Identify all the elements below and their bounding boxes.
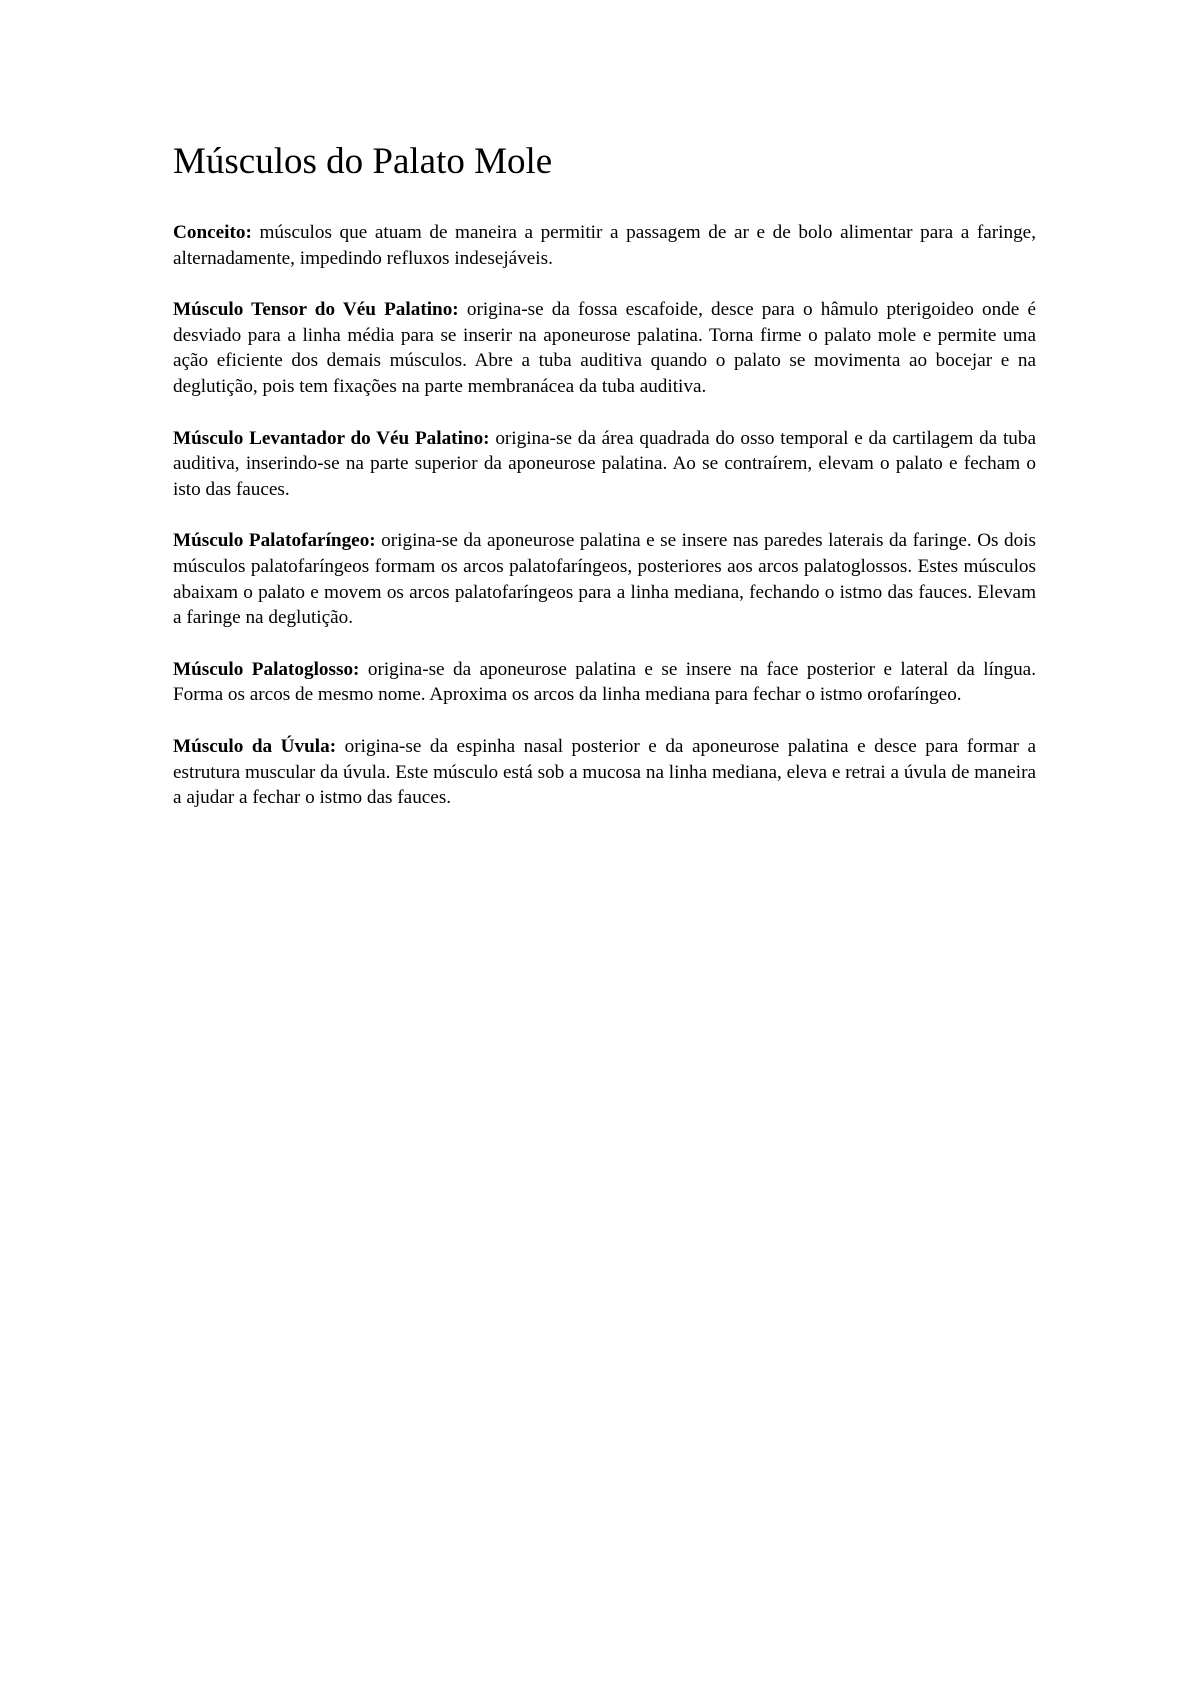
paragraph-tensor-veu-palatino	[173, 297, 1036, 399]
paragraph-term: Músculo Tensor do Véu Palatino:	[173, 299, 459, 321]
paragraph-term: Músculo Levantador do Véu Palatino:	[173, 427, 490, 449]
paragraph-palatoglosso	[173, 657, 1036, 708]
paragraph-text: origina-se da aponeurose palatina e se insere na face posterior e lateral da língua. Forma os arcos de mesmo nome. Aproxima os arcos da linha mediana para fechar o istmo orofaríngeo.	[173, 658, 1036, 706]
paragraph-text: origina-se da área quadrada do osso temporal e da cartilagem da tuba auditiva, inserindo-se na parte superior da aponeurose palatina. Ao se contraírem, elevam o palato e fecham o isto das fauces.	[173, 427, 1036, 500]
paragraph-term: Músculo Palatofaríngeo:	[173, 530, 376, 552]
paragraph-text: origina-se da aponeurose palatina e se insere nas paredes laterais da faringe. Os dois músculos palatofaríngeos formam os arcos palatofaríngeos, posteriores aos arcos palatoglossos. Estes músculos abaixam o palato e movem os arcos palatofaríngeos para a linha mediana, fechando o istmo das fauces. Elevam a faringe na deglutição.	[173, 530, 1036, 629]
paragraph-uvula	[173, 734, 1036, 811]
paragraph-text: músculos que atuam de maneira a permitir a passagem de ar e de bolo alimentar para a faringe, alternadamente, impedindo refluxos indesejáveis.	[173, 222, 1036, 269]
paragraph-text: origina-se da espinha nasal posterior e da aponeurose palatina e desce para formar a estrutura muscular da úvula. Este músculo está sob a mucosa na linha mediana, eleva e retrai a úvula de maneira a ajudar a fechar o istmo das fauces.	[173, 735, 1037, 809]
paragraph-term: Músculo da Úvula:	[173, 735, 337, 757]
paragraph-term: Músculo Palatoglosso:	[173, 658, 360, 680]
paragraph-text: origina-se da fossa escafoide, desce para o hâmulo pterigoideo onde é desviado para a linha média para se inserir na aponeurose palatina. Torna firme o palato mole e permite uma ação eficiente dos demais músculos. Abre a tuba auditiva quando o palato se movimenta ao bocejar e na deglutição, pois tem fixações na parte membranácea da tuba auditiva.	[173, 299, 1036, 397]
paragraph-levantador-veu-palatino	[173, 426, 1036, 503]
paragraph-term: Conceito:	[173, 222, 252, 243]
document-page	[173, 140, 1036, 837]
document-title: Músculos do Palato Mole	[173, 141, 553, 182]
paragraph-palatofaringeo	[173, 528, 1036, 630]
paragraph-conceito	[173, 220, 1036, 271]
